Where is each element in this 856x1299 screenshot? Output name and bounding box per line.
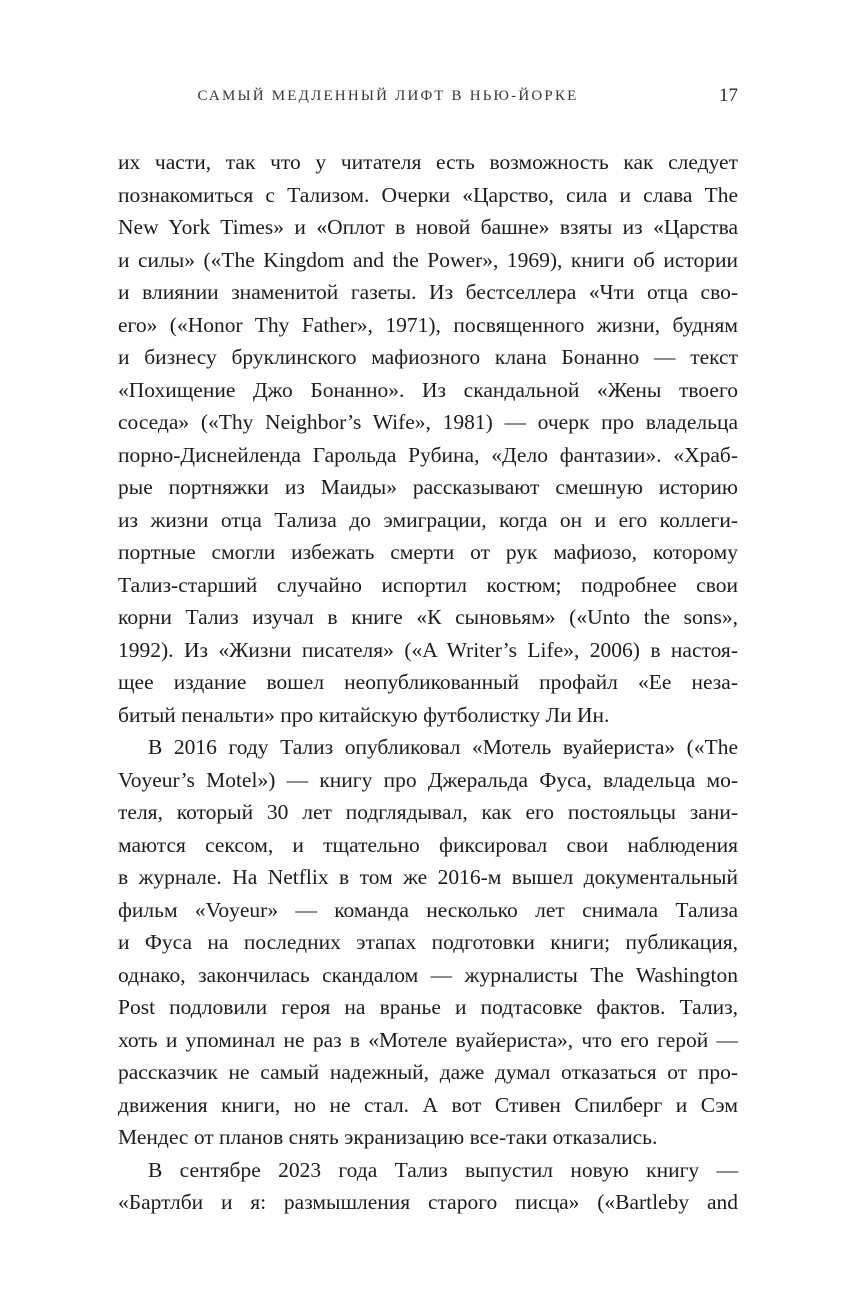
text-line: и бизнесу бруклинского мафиозного клана Бонанно — текст: [118, 345, 738, 369]
paragraph-3: [118, 1154, 738, 1219]
text-line: Тализ-старший случайно испортил костюм; подробнее свои: [118, 572, 738, 597]
text-line: «Похищение Джо Бонанно». Из скандальной «Жены твоего: [118, 377, 738, 402]
text-line: 1992). Из «Жизни писателя» («A Writer’s Life», 2006) в настоя-: [118, 637, 738, 662]
text-line: New York Times» и «Оплот в новой башне» взяты из «Царства: [118, 215, 738, 239]
text-line: в журнале. На Netflix в том же 2016-м вышел документальный: [118, 865, 738, 889]
text-line: и Фуса на последних этапах подготовки книги; публикация,: [118, 930, 738, 954]
text-line: В 2016 году Тализ опубликовал «Мотель вуайериста» («The: [148, 735, 738, 759]
text-line: рые портняжки из Маиды» рассказывают смешную историю: [118, 475, 738, 499]
text-line: из жизни отца Тализа до эмиграции, когда он и его коллеги-: [118, 507, 738, 532]
text-line: познакомиться с Тализом. Очерки «Царство, сила и слава The: [118, 182, 738, 207]
text-line: и силы» («The Kingdom and the Power», 1969), книги об истории: [118, 247, 738, 272]
text-line: и влиянии знаменитой газеты. Из бестселлера «Чти отца сво-: [118, 280, 738, 304]
text-line: теля, который 30 лет подглядывал, как его постояльцы зани-: [118, 800, 738, 824]
text-line: соседа» («Thy Neighbor’s Wife», 1981) — очерк про владельца: [118, 410, 738, 434]
text-line: Voyeur’s Motel») — книгу про Джеральда Фуса, владельца мо-: [118, 767, 738, 792]
text-line: их части, так что у читателя есть возможность как следует: [118, 150, 738, 174]
text-line: «Бартлби и я: размышления старого писца» («Bartleby and: [118, 1190, 738, 1214]
page-number: 17: [719, 85, 738, 106]
text-line: движения книги, но не стал. А вот Стивен Спилберг и Сэм: [118, 1092, 738, 1117]
text-line: порно-Диснейленда Гарольда Рубина, «Дело фантазии». «Храб-: [118, 442, 738, 467]
text-line: фильм «Voyeur» — команда несколько лет снимала Тализа: [118, 897, 738, 922]
text-line: маются сексом, и тщательно фиксировал свои наблюдения: [118, 832, 738, 857]
text-line: рассказчик не самый надежный, даже думал отказаться от про-: [118, 1060, 738, 1084]
running-title: САМЫЙ МЕДЛЕННЫЙ ЛИФТ В НЬЮ-ЙОРКЕ: [197, 88, 579, 104]
text-line: корни Тализ изучал в книге «К сыновьям» («Unto the sons»,: [118, 605, 738, 629]
text-line: В сентябре 2023 года Тализ выпустил новую книгу —: [148, 1157, 738, 1182]
body-text: [118, 146, 738, 1219]
text-line: его» («Honor Thy Father», 1971), посвященного жизни, будням: [118, 312, 738, 337]
paragraph-1: [118, 146, 738, 731]
running-head: [118, 85, 738, 112]
text-line: щее издание вошел неопубликованный профайл «Ее неза-: [118, 670, 738, 694]
text-line: хоть и упоминал не раз в «Мотеле вуайериста», что его герой —: [118, 1027, 738, 1052]
text-line: Мендес от планов снять экранизацию все-таки отказались.: [118, 1125, 658, 1149]
text-line: портные смогли избежать смерти от рук мафиозо, которому: [118, 540, 738, 564]
paragraph-2: [118, 731, 738, 1154]
text-line: битый пенальти» про китайскую футболистку Ли Ин.: [118, 702, 610, 727]
text-line: однако, закончилась скандалом — журналисты The Washington: [118, 962, 738, 987]
text-line: Post подловили героя на вранье и подтасовке фактов. Тализ,: [118, 995, 738, 1019]
